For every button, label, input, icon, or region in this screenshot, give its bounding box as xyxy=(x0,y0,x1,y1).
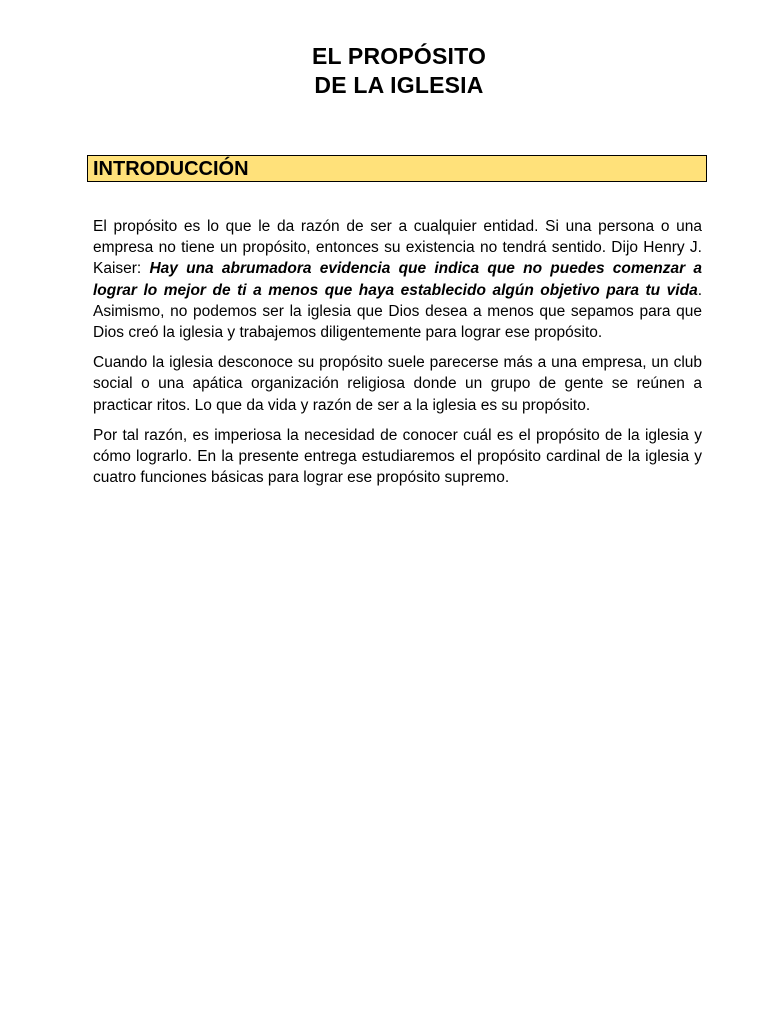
paragraph-2: Cuando la iglesia desconoce su propósito suele parecerse más a una empresa, un club social o una apática organización religiosa donde un grupo de gente se reúnen a practicar ritos. Lo que da vida y razón de ser a la iglesia es su propósito. xyxy=(93,354,702,414)
kaiser-quote: Hay una abrumadora evidencia que indica que no puedes comenzar a lograr lo mejor de ti a menos que haya establecido algún objetivo para tu vida xyxy=(93,260,702,299)
section-heading: INTRODUCCIÓN xyxy=(93,158,249,180)
paragraph-1 xyxy=(93,216,702,343)
body-text xyxy=(93,216,702,497)
paragraph-1-intro: El propósito es lo que le da razón de ser a cualquier entidad. Si una persona o una empresa no tiene un propósito, entonces su existencia no tendrá sentido. Dijo Henry J. Kaiser: xyxy=(93,218,702,278)
section-heading-box xyxy=(87,155,707,182)
title-line-1: EL PROPÓSITO xyxy=(311,43,487,69)
paragraph-1-continuation: . Asimismo, no podemos ser la iglesia que Dios desea a menos que sepamos para que Dios creó la iglesia y trabajemos diligentemente para lograr ese propósito. xyxy=(93,281,702,342)
title-line-2: DE LA IGLESIA xyxy=(314,72,484,98)
paragraph-3: Por tal razón, es imperiosa la necesidad de conocer cuál es el propósito de la iglesia y cómo lograrlo. En la presente entrega estudiaremos el propósito cardinal de la iglesia y cuatro funciones básicas para lograr ese propósito supremo. xyxy=(93,426,702,487)
document-title xyxy=(0,42,768,100)
